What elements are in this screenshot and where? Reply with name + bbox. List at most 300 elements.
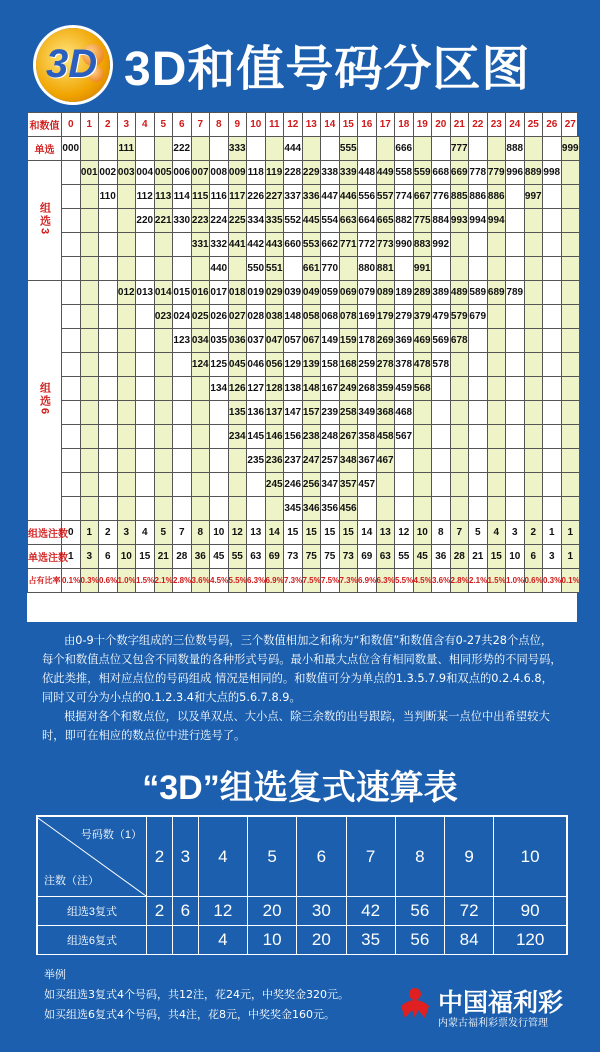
group6-number-cell — [487, 329, 506, 353]
group3-number-cell — [80, 209, 99, 233]
group6-number-cell: 678 — [450, 329, 469, 353]
group6-number-cell — [543, 473, 562, 497]
group3-number-cell: 559 — [413, 161, 432, 185]
group3-number-cell — [228, 257, 247, 281]
group6-number-cell: 037 — [247, 329, 266, 353]
group3-number-cell: 551 — [265, 257, 284, 281]
group6-number-cell — [561, 497, 580, 521]
sum-value-cell: 13 — [302, 113, 321, 137]
group6-number-cell — [191, 377, 210, 401]
group-count-cell: 7 — [450, 521, 469, 545]
group-count-cell: 4 — [136, 521, 155, 545]
sum-value-cell: 23 — [487, 113, 506, 137]
group3-number-cell — [395, 257, 414, 281]
group-count-cell: 0 — [62, 521, 81, 545]
welfare-lottery-logo-icon — [398, 986, 432, 1020]
group6-number-cell: 389 — [432, 281, 451, 305]
single-row — [28, 137, 580, 161]
group-count-cell: 1 — [80, 521, 99, 545]
group3-number-cell: 886 — [469, 185, 488, 209]
group3-number-cell — [543, 257, 562, 281]
group6-number-cell — [154, 329, 173, 353]
single-number-cell — [154, 137, 173, 161]
group3-row — [28, 257, 580, 281]
group6-value — [147, 926, 173, 955]
group6-number-cell — [191, 425, 210, 449]
group6-number-cell — [469, 425, 488, 449]
group3-row — [28, 161, 580, 185]
group6-number-cell: 457 — [358, 473, 377, 497]
group3-number-cell — [524, 233, 543, 257]
group6-number-cell — [561, 305, 580, 329]
group6-number-cell — [228, 449, 247, 473]
group6-number-cell: 078 — [339, 305, 358, 329]
header-numbers-label: 号码数（1） — [80, 828, 142, 841]
ratio-cell: 6.3% — [247, 569, 266, 593]
example-line-1: 如买组选3复式4个号码，共12注，花24元，中奖奖金320元。 — [44, 988, 349, 1001]
group3-value: 2 — [147, 897, 173, 926]
ratio-cell: 0.3% — [543, 569, 562, 593]
group6-number-cell — [99, 329, 118, 353]
ratio-label: 占有比率 — [28, 569, 62, 593]
sum-value-cell: 16 — [358, 113, 377, 137]
group6-number-cell: 158 — [321, 353, 340, 377]
group6-number-cell — [99, 377, 118, 401]
group6-number-cell — [191, 473, 210, 497]
group6-label — [28, 281, 62, 521]
group3-value: 72 — [445, 897, 494, 926]
group3-number-cell: 119 — [265, 161, 284, 185]
group6-number-cell — [561, 425, 580, 449]
group6-number-cell — [99, 401, 118, 425]
group6-number-cell: 149 — [321, 329, 340, 353]
group6-number-cell: 348 — [339, 449, 358, 473]
single-count-cell: 21 — [154, 545, 173, 569]
single-count-cell: 10 — [117, 545, 136, 569]
group6-number-cell — [80, 305, 99, 329]
group6-number-cell — [543, 425, 562, 449]
group3-number-cell: 773 — [376, 233, 395, 257]
sum-value-cell: 0 — [62, 113, 81, 137]
group-count-row — [28, 521, 580, 545]
group-count-cell: 2 — [99, 521, 118, 545]
group6-number-cell — [154, 401, 173, 425]
ratio-cell: 6.9% — [265, 569, 284, 593]
group6-label-text: 组选6 — [38, 381, 51, 417]
sum-header-row — [28, 113, 580, 137]
group6-number-cell: 016 — [191, 281, 210, 305]
group6-number-cell — [117, 305, 136, 329]
group6-number-cell: 139 — [302, 353, 321, 377]
group6-number-cell — [99, 473, 118, 497]
group6-number-cell — [136, 425, 155, 449]
group6-number-cell — [80, 473, 99, 497]
group6-number-cell — [469, 329, 488, 353]
single-number-cell — [413, 137, 432, 161]
sum-distribution-table — [27, 112, 580, 622]
group-count-cell: 1 — [561, 521, 580, 545]
group6-number-cell: 056 — [265, 353, 284, 377]
group3-number-cell: 991 — [413, 257, 432, 281]
group6-number-cell: 239 — [321, 401, 340, 425]
group3-number-cell: 223 — [191, 209, 210, 233]
number-count-cell: 7 — [346, 817, 395, 897]
group3-number-cell: 229 — [302, 161, 321, 185]
group6-number-cell — [136, 473, 155, 497]
group6-number-cell: 234 — [228, 425, 247, 449]
group3-number-cell: 332 — [210, 233, 229, 257]
group6-number-cell: 245 — [265, 473, 284, 497]
ratio-cell: 2.1% — [469, 569, 488, 593]
group6-number-cell — [524, 497, 543, 521]
sum-value-cell: 26 — [543, 113, 562, 137]
group6-number-cell — [99, 281, 118, 305]
group6-number-cell — [561, 353, 580, 377]
single-number-cell — [99, 137, 118, 161]
example-section — [44, 965, 349, 1025]
single-number-cell: 000 — [62, 137, 81, 161]
group6-number-cell — [543, 401, 562, 425]
single-count-cell: 63 — [247, 545, 266, 569]
group6-number-cell: 159 — [339, 329, 358, 353]
group6-number-cell — [561, 329, 580, 353]
sum-value-cell: 22 — [469, 113, 488, 137]
group6-number-cell: 257 — [321, 449, 340, 473]
group3-number-cell: 114 — [173, 185, 192, 209]
sum-value-cell: 18 — [395, 113, 414, 137]
single-count-cell: 55 — [228, 545, 247, 569]
group6-number-cell — [487, 473, 506, 497]
group3-number-cell — [561, 257, 580, 281]
ratio-cell: 6.3% — [376, 569, 395, 593]
group6-number-cell — [506, 329, 525, 353]
group6-number-cell — [450, 353, 469, 377]
group-count-cell: 13 — [247, 521, 266, 545]
single-count-cell: 75 — [321, 545, 340, 569]
group3-number-cell: 227 — [265, 185, 284, 209]
group3-number-cell — [450, 233, 469, 257]
group3-number-cell — [561, 161, 580, 185]
group6-number-cell: 024 — [173, 305, 192, 329]
group3-number-cell: 889 — [524, 161, 543, 185]
single-count-cell: 45 — [413, 545, 432, 569]
single-number-cell — [358, 137, 377, 161]
single-count-cell: 73 — [339, 545, 358, 569]
group6-number-cell: 379 — [413, 305, 432, 329]
group6-number-cell: 356 — [321, 497, 340, 521]
group6-number-cell: 369 — [395, 329, 414, 353]
group6-number-cell: 148 — [302, 377, 321, 401]
sum-value-cell: 20 — [432, 113, 451, 137]
single-number-cell: 222 — [173, 137, 192, 161]
group6-number-cell: 148 — [284, 305, 303, 329]
group6-number-cell: 169 — [358, 305, 377, 329]
group6-number-cell: 045 — [228, 353, 247, 377]
group6-number-cell: 479 — [432, 305, 451, 329]
group6-number-cell: 127 — [247, 377, 266, 401]
group3-number-cell — [117, 209, 136, 233]
group3-number-cell — [117, 185, 136, 209]
group6-number-cell — [506, 473, 525, 497]
group3-number-cell: 006 — [173, 161, 192, 185]
ratio-cell: 7.5% — [302, 569, 321, 593]
sum-value-cell: 2 — [99, 113, 118, 137]
group6-number-cell — [80, 329, 99, 353]
single-label: 单选 — [28, 137, 62, 161]
group3-number-cell: 447 — [321, 185, 340, 209]
group3-number-cell — [487, 233, 506, 257]
group6-number-cell: 237 — [284, 449, 303, 473]
group3-number-cell — [117, 257, 136, 281]
group6-number-cell: 034 — [191, 329, 210, 353]
group3-value: 56 — [395, 897, 444, 926]
group6-number-cell — [487, 305, 506, 329]
group6-number-cell — [506, 305, 525, 329]
group6-number-cell: 469 — [413, 329, 432, 353]
group6-number-cell — [395, 497, 414, 521]
group3-number-cell: 442 — [247, 233, 266, 257]
group6-number-cell: 258 — [339, 401, 358, 425]
group6-number-cell — [80, 353, 99, 377]
group3-number-cell: 336 — [302, 185, 321, 209]
group6-number-cell — [450, 473, 469, 497]
group6-number-cell — [191, 401, 210, 425]
group6-number-cell: 359 — [376, 377, 395, 401]
group6-number-cell — [487, 449, 506, 473]
group6-number-cell — [99, 449, 118, 473]
example-line-2: 如买组选6复式4个号码，共4注，花8元，中奖奖金160元。 — [44, 1008, 335, 1021]
group6-number-cell — [524, 425, 543, 449]
single-number-cell — [524, 137, 543, 161]
group3-number-cell: 331 — [191, 233, 210, 257]
group6-number-cell: 067 — [302, 329, 321, 353]
group3-number-cell: 118 — [247, 161, 266, 185]
group3-number-cell — [154, 257, 173, 281]
group6-number-cell — [450, 425, 469, 449]
group3-number-cell: 220 — [136, 209, 155, 233]
single-number-cell — [321, 137, 340, 161]
group-count-cell: 1 — [543, 521, 562, 545]
group3-number-cell — [117, 233, 136, 257]
group6-number-cell — [543, 353, 562, 377]
group6-number-cell: 567 — [395, 425, 414, 449]
group6-number-cell — [413, 473, 432, 497]
group-count-cell: 3 — [117, 521, 136, 545]
group6-number-cell — [247, 497, 266, 521]
group6-number-cell: 569 — [432, 329, 451, 353]
group6-number-cell — [228, 497, 247, 521]
group6-number-cell — [154, 497, 173, 521]
group6-number-cell: 123 — [173, 329, 192, 353]
group6-number-cell: 047 — [265, 329, 284, 353]
group-count-cell: 12 — [395, 521, 414, 545]
group3-number-cell: 445 — [302, 209, 321, 233]
group6-number-cell: 236 — [265, 449, 284, 473]
group6-number-cell: 068 — [321, 305, 340, 329]
group6-number-cell — [432, 425, 451, 449]
group6-number-cell — [432, 377, 451, 401]
group6-number-cell — [80, 425, 99, 449]
group3-number-cell — [561, 233, 580, 257]
group3-number-cell: 553 — [302, 233, 321, 257]
group6-number-cell — [524, 401, 543, 425]
group6-number-cell — [154, 473, 173, 497]
group6-number-cell: 129 — [284, 353, 303, 377]
group3-number-cell: 554 — [321, 209, 340, 233]
group6-number-cell — [487, 425, 506, 449]
group6-number-cell — [506, 449, 525, 473]
group6-value: 4 — [198, 926, 247, 955]
group6-number-cell — [154, 449, 173, 473]
group3-number-cell: 990 — [395, 233, 414, 257]
group6-number-cell: 156 — [284, 425, 303, 449]
group6-number-cell: 568 — [413, 377, 432, 401]
ratio-cell: 0.1% — [561, 569, 580, 593]
group6-number-cell — [524, 377, 543, 401]
group3-value: 30 — [297, 897, 346, 926]
group3-number-cell — [524, 209, 543, 233]
group6-number-cell — [80, 449, 99, 473]
group3-number-cell: 112 — [136, 185, 155, 209]
group3-number-cell: 443 — [265, 233, 284, 257]
single-number-cell: 555 — [339, 137, 358, 161]
group3-number-cell — [339, 257, 358, 281]
group6-row — [28, 329, 580, 353]
group-count-cell: 10 — [413, 521, 432, 545]
group3-number-cell: 994 — [469, 209, 488, 233]
group3-number-cell: 009 — [228, 161, 247, 185]
group6-number-cell — [524, 449, 543, 473]
sum-value-cell: 1 — [80, 113, 99, 137]
group6-number-cell: 249 — [339, 377, 358, 401]
group3-number-cell: 552 — [284, 209, 303, 233]
group6-number-cell — [136, 401, 155, 425]
group6-row — [28, 377, 580, 401]
sum-value-cell: 21 — [450, 113, 469, 137]
number-count-cell: 5 — [248, 817, 297, 897]
group6-number-cell: 689 — [487, 281, 506, 305]
group6-number-cell — [210, 497, 229, 521]
group3-number-cell: 880 — [358, 257, 377, 281]
group6-number-cell: 345 — [284, 497, 303, 521]
single-number-cell — [543, 137, 562, 161]
group6-value: 10 — [248, 926, 297, 955]
ratio-cell: 2.8% — [450, 569, 469, 593]
group6-number-cell — [117, 377, 136, 401]
group6-number-cell — [154, 377, 173, 401]
brand-subtitle: 内蒙古福利彩票发行管理 — [438, 1018, 548, 1029]
group6-number-cell: 012 — [117, 281, 136, 305]
group6-number-cell: 027 — [228, 305, 247, 329]
group3-number-cell — [99, 209, 118, 233]
group6-number-cell: 358 — [358, 425, 377, 449]
sum-value-cell: 25 — [524, 113, 543, 137]
single-number-cell: 999 — [561, 137, 580, 161]
group-count-cell: 4 — [487, 521, 506, 545]
group-count-cell: 5 — [469, 521, 488, 545]
group6-number-cell — [543, 329, 562, 353]
group6-number-cell — [524, 329, 543, 353]
group6-number-cell: 246 — [284, 473, 303, 497]
group6-number-cell — [432, 497, 451, 521]
group3-number-cell — [506, 257, 525, 281]
group6-number-cell — [62, 497, 81, 521]
group3-number-cell: 886 — [487, 185, 506, 209]
group6-compound-label: 组选6复式 — [38, 926, 147, 955]
group6-number-cell — [506, 425, 525, 449]
group3-number-cell: 441 — [228, 233, 247, 257]
single-count-cell: 3 — [80, 545, 99, 569]
single-count-cell: 69 — [265, 545, 284, 569]
sum-value-cell: 12 — [284, 113, 303, 137]
group6-number-cell: 036 — [228, 329, 247, 353]
group6-number-cell: 089 — [376, 281, 395, 305]
group3-row — [28, 209, 580, 233]
single-number-cell — [432, 137, 451, 161]
group6-number-cell — [487, 497, 506, 521]
ratio-cell: 5.5% — [395, 569, 414, 593]
group6-number-cell: 279 — [395, 305, 414, 329]
group6-number-cell — [99, 497, 118, 521]
description — [42, 631, 562, 745]
group6-number-cell — [469, 497, 488, 521]
group6-number-cell: 179 — [376, 305, 395, 329]
group3-number-cell — [432, 257, 451, 281]
group-count-cell: 5 — [154, 521, 173, 545]
number-count-cell: 10 — [494, 817, 567, 897]
group6-number-cell — [80, 401, 99, 425]
group6-number-cell — [413, 425, 432, 449]
ratio-cell: 0.6% — [524, 569, 543, 593]
group3-value: 20 — [248, 897, 297, 926]
group-count-cell: 13 — [376, 521, 395, 545]
description-paragraph-2: 根据对各个和数点位，以及单双点、大小点、除三余数的出号跟踪，当判断某一点位中出希望较大时，即可在相应的数点位中进行选号了。 — [42, 710, 550, 742]
group3-number-cell — [62, 257, 81, 281]
group6-number-cell — [543, 305, 562, 329]
group6-row — [28, 353, 580, 377]
group6-number-cell: 029 — [265, 281, 284, 305]
group6-number-cell: 489 — [450, 281, 469, 305]
group3-label-text: 组选3 — [38, 201, 51, 237]
group6-number-cell: 468 — [395, 401, 414, 425]
group6-value: 20 — [297, 926, 346, 955]
group6-number-cell — [80, 497, 99, 521]
group6-number-cell — [62, 377, 81, 401]
ratio-cell: 6.9% — [358, 569, 377, 593]
sum-value-cell: 14 — [321, 113, 340, 137]
group6-number-cell: 135 — [228, 401, 247, 425]
group6-row — [28, 305, 580, 329]
group3-number-cell: 775 — [413, 209, 432, 233]
group3-number-cell: 221 — [154, 209, 173, 233]
single-count-cell: 45 — [210, 545, 229, 569]
group6-number-cell — [136, 353, 155, 377]
group6-number-cell — [99, 353, 118, 377]
group6-number-cell: 268 — [358, 377, 377, 401]
group3-number-cell: 994 — [487, 209, 506, 233]
group3-number-cell: 557 — [376, 185, 395, 209]
group6-number-cell — [228, 473, 247, 497]
group3-label — [28, 161, 62, 281]
group3-number-cell: 116 — [210, 185, 229, 209]
group-count-cell: 15 — [284, 521, 303, 545]
group3-number-cell — [136, 257, 155, 281]
sum-value-cell: 11 — [265, 113, 284, 137]
group6-number-cell — [450, 497, 469, 521]
group3-number-cell: 448 — [358, 161, 377, 185]
group3-value: 6 — [172, 897, 198, 926]
single-count-cell: 21 — [469, 545, 488, 569]
